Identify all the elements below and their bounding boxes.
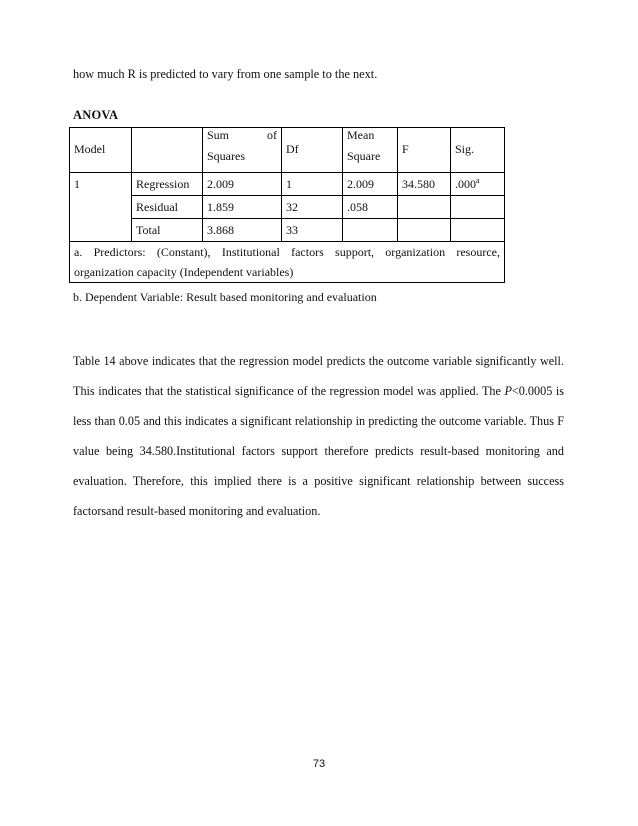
table-row (70, 196, 505, 219)
row-f (398, 219, 451, 242)
table-row (70, 173, 505, 196)
page-number: 73 (312, 758, 326, 770)
row-sig (451, 196, 505, 219)
row-df: 1 (282, 173, 343, 196)
header-model: Model (70, 128, 132, 173)
header-f: F (398, 128, 451, 173)
row-source: Total (132, 219, 203, 242)
row-f: 34.580 (398, 173, 451, 196)
row-source: Residual (132, 196, 203, 219)
intro-line: how much R is predicted to vary from one sample to the next. (73, 67, 378, 81)
table-note-row (70, 242, 505, 283)
dependent-variable-note: b. Dependent Variable: Result based monitoring and evaluation (73, 290, 377, 304)
p-value-symbol: P (504, 384, 512, 398)
row-ss: 1.859 (203, 196, 282, 219)
predictors-note: a. Predictors: (Constant), Institutional factors support, organization resource, organization capacity (Independent variables) (70, 242, 505, 283)
row-f (398, 196, 451, 219)
header-mean-square: Mean Square (343, 128, 398, 173)
row-sig: .000$^a$ (451, 173, 505, 196)
table-heading: ANOVA (73, 108, 119, 122)
header-source (132, 128, 203, 173)
row-ms: .058 (343, 196, 398, 219)
table-header-row (70, 128, 505, 173)
row-ss: 2.009 (203, 173, 282, 196)
header-sum-of-squares: Sum of Squares (203, 128, 282, 173)
header-df: Df (282, 128, 343, 173)
row-source: Regression (132, 173, 203, 196)
body-paragraph: Table 14 above indicates that the regression model predicts the outcome variable significantly well. This indicates that the statistical significance of the regression model was applied. The P<0.0005 is less than 0.05 and this indicates a significant relationship in predicting the outcome variable. Thus F value being 34.580.Institutional factors support therefore predicts result-based monitoring and evaluation. Therefore, this implied there is a positive significant relationship between success factorsand result-based monitoring and evaluation. (73, 354, 564, 518)
row-df: 33 (282, 219, 343, 242)
row-ss: 3.868 (203, 219, 282, 242)
row-sig (451, 219, 505, 242)
row-ms (343, 219, 398, 242)
model-number: 1 (70, 173, 132, 242)
row-df: 32 (282, 196, 343, 219)
row-ms: 2.009 (343, 173, 398, 196)
header-sig: Sig. (451, 128, 505, 173)
table-row (70, 219, 505, 242)
anova-table (69, 127, 505, 283)
